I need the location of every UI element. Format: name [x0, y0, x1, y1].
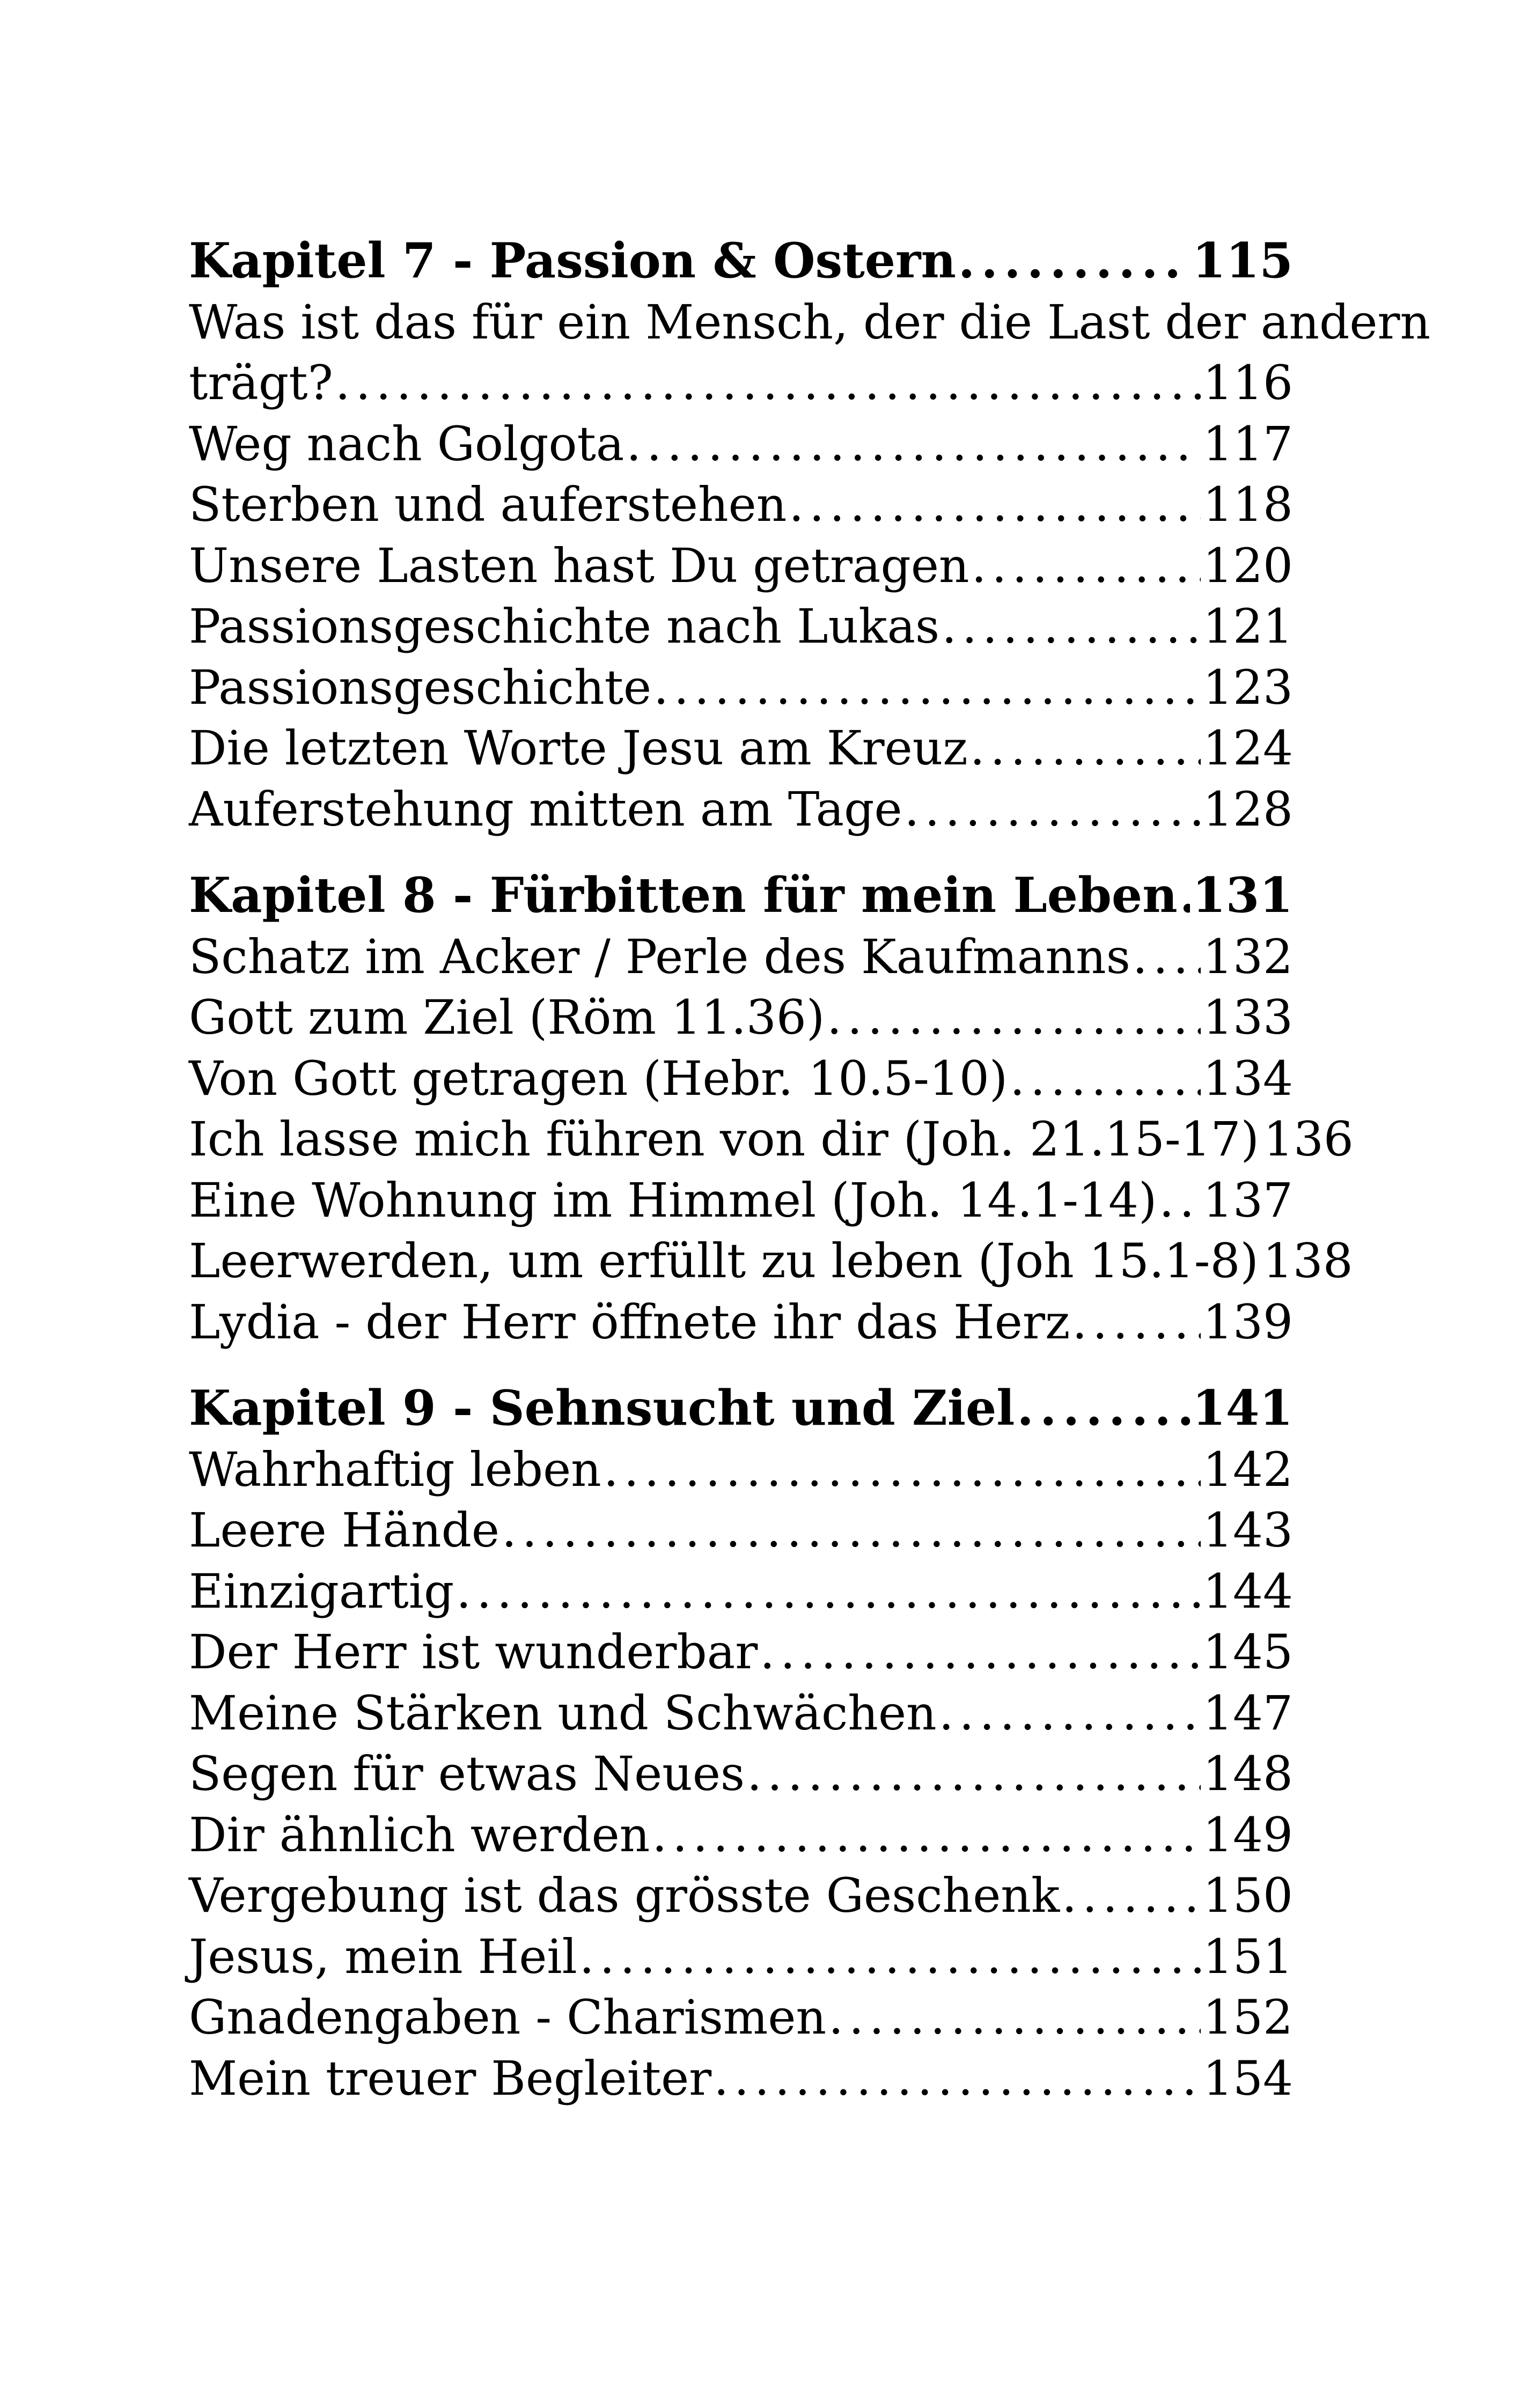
toc-entry	[189, 1561, 1293, 1622]
toc-entry	[189, 352, 1293, 414]
dot-leader	[972, 535, 1201, 597]
entry-page-number: 143	[1203, 1503, 1293, 1558]
entry-page-number: 138	[1262, 1233, 1353, 1288]
entry-page-number: 133	[1203, 990, 1293, 1045]
dot-leader	[626, 414, 1201, 475]
toc-entry-first-line	[189, 292, 1431, 353]
chapter-title: Kapitel 8 - Fürbitten für mein Leben	[189, 867, 1178, 924]
entry-title: Was ist das für ein Mensch, der die Last der andern	[189, 294, 1431, 350]
entry-title: trägt?	[189, 355, 333, 410]
dot-leader	[760, 1622, 1201, 1683]
entry-title: Ich lasse mich führen von dir (Joh. 21.15-17)	[189, 1111, 1259, 1167]
toc-entry	[189, 926, 1293, 988]
chapter-9-section	[189, 1378, 1293, 2109]
dot-leader	[1062, 1865, 1201, 1926]
entry-title: Segen für etwas Neues	[189, 1746, 745, 1801]
toc-entry	[189, 1987, 1293, 2048]
dot-leader	[958, 231, 1190, 292]
toc-entry	[189, 596, 1293, 657]
entry-title: Einzigartig	[189, 1563, 454, 1619]
dot-leader	[789, 474, 1201, 535]
entry-page-number: 118	[1203, 477, 1293, 532]
table-of-contents	[189, 231, 1431, 2109]
toc-entry	[189, 1500, 1293, 1561]
toc-entry	[189, 1439, 1293, 1500]
toc-entry	[189, 657, 1293, 718]
entry-title: Passionsgeschichte	[189, 659, 652, 715]
entry-title: Leere Hände	[189, 1503, 500, 1558]
entry-page-number: 132	[1203, 929, 1293, 984]
toc-entry	[189, 414, 1293, 475]
chapter-heading	[189, 1378, 1293, 1439]
entry-title: Dir ähnlich werden	[189, 1807, 650, 1862]
entry-title: Auferstehung mitten am Tage	[189, 781, 902, 837]
toc-entry	[189, 1683, 1293, 1744]
dot-leader	[1159, 1170, 1201, 1231]
chapter-heading	[189, 231, 1293, 292]
toc-entry	[189, 1805, 1293, 1866]
entry-page-number: 128	[1203, 781, 1293, 837]
toc-entry	[189, 1109, 1354, 1170]
dot-leader	[652, 1805, 1201, 1866]
dot-leader	[653, 657, 1201, 718]
chapter-heading	[189, 865, 1293, 926]
toc-entry	[189, 779, 1293, 840]
dot-leader	[1017, 1378, 1191, 1439]
toc-entry	[189, 718, 1293, 779]
entry-page-number: 136	[1263, 1111, 1354, 1167]
dot-leader	[335, 352, 1201, 414]
entry-title: Mein treuer Begleiter	[189, 2050, 712, 2106]
toc-entry	[189, 1048, 1293, 1109]
entry-title: Die letzten Worte Jesu am Kreuz	[189, 720, 968, 776]
dot-leader	[828, 1987, 1201, 2048]
toc-entry	[189, 987, 1293, 1048]
entry-page-number: 124	[1203, 720, 1293, 776]
toc-entry	[189, 535, 1293, 597]
entry-title: Schatz im Acker / Perle des Kaufmanns	[189, 929, 1130, 984]
entry-title: Lydia - der Herr öffnete ihr das Herz	[189, 1294, 1070, 1350]
dot-leader	[502, 1500, 1201, 1561]
entry-title: Jesus, mein Heil	[189, 1928, 577, 1984]
toc-entry	[189, 1926, 1293, 1987]
chapter-8-section	[189, 865, 1354, 1352]
dot-leader	[579, 1926, 1201, 1987]
entry-title: Von Gott getragen (Hebr. 10.5-10)	[189, 1050, 1008, 1106]
toc-entry	[189, 1865, 1293, 1926]
entry-page-number: 147	[1203, 1685, 1293, 1741]
dot-leader	[1010, 1048, 1201, 1109]
entry-title: Eine Wohnung im Himmel (Joh. 14.1-14)	[189, 1172, 1157, 1228]
chapter-title: Kapitel 7 - Passion & Ostern	[189, 232, 956, 289]
entry-page-number: 139	[1203, 1294, 1293, 1350]
entry-page-number: 121	[1203, 599, 1293, 654]
toc-entry	[189, 1170, 1293, 1231]
chapter-title: Kapitel 9 - Sehnsucht und Ziel	[189, 1380, 1015, 1437]
chapter-page-number: 141	[1192, 1380, 1293, 1437]
entry-page-number: 148	[1203, 1746, 1293, 1801]
dot-leader	[939, 1683, 1201, 1744]
entry-title: Leerwerden, um erfüllt zu leben (Joh 15.1-8)	[189, 1233, 1259, 1288]
entry-page-number: 151	[1203, 1928, 1293, 1984]
entry-page-number: 152	[1203, 1990, 1293, 2045]
entry-title: Meine Stärken und Schwächen	[189, 1685, 937, 1741]
chapter-7-section	[189, 231, 1431, 840]
dot-leader	[714, 2048, 1201, 2109]
entry-title: Weg nach Golgota	[189, 416, 624, 472]
entry-page-number: 137	[1203, 1172, 1293, 1228]
entry-page-number: 117	[1203, 416, 1293, 472]
dot-leader	[604, 1439, 1201, 1500]
entry-page-number: 149	[1203, 1807, 1293, 1862]
entry-title: Gott zum Ziel (Röm 11.36)	[189, 990, 825, 1045]
entry-page-number: 145	[1203, 1624, 1293, 1680]
entry-title: Wahrhaftig leben	[189, 1441, 601, 1497]
dot-leader	[1133, 926, 1201, 988]
entry-page-number: 123	[1203, 659, 1293, 715]
dot-leader	[905, 779, 1201, 840]
entry-page-number: 154	[1203, 2050, 1293, 2106]
chapter-page-number: 115	[1192, 232, 1293, 289]
toc-entry	[189, 2048, 1293, 2109]
entry-page-number: 150	[1203, 1868, 1293, 1923]
dot-leader	[1072, 1292, 1201, 1353]
toc-entry	[189, 474, 1293, 535]
entry-title: Gnadengaben - Charismen	[189, 1990, 827, 2045]
chapter-page-number: 131	[1192, 867, 1293, 924]
entry-page-number: 134	[1203, 1050, 1293, 1106]
entry-title: Vergebung ist das grösste Geschenk	[189, 1868, 1060, 1923]
entry-title: Passionsgeschichte nach Lukas	[189, 599, 940, 654]
entry-title: Sterben und auferstehen	[189, 477, 787, 532]
entry-title: Der Herr ist wunderbar	[189, 1624, 758, 1680]
entry-title: Unsere Lasten hast Du getragen	[189, 537, 969, 593]
dot-leader	[970, 718, 1201, 779]
toc-entry	[189, 1743, 1293, 1805]
toc-entry	[189, 1292, 1293, 1353]
dot-leader	[827, 987, 1201, 1048]
entry-page-number: 142	[1203, 1441, 1293, 1497]
toc-entry	[189, 1231, 1353, 1292]
dot-leader	[747, 1743, 1201, 1805]
entry-page-number: 116	[1203, 355, 1293, 410]
entry-page-number: 144	[1203, 1563, 1293, 1619]
toc-entry	[189, 1622, 1293, 1683]
dot-leader	[456, 1561, 1201, 1622]
dot-leader	[1180, 865, 1190, 926]
dot-leader	[942, 596, 1201, 657]
entry-page-number: 120	[1203, 537, 1293, 593]
